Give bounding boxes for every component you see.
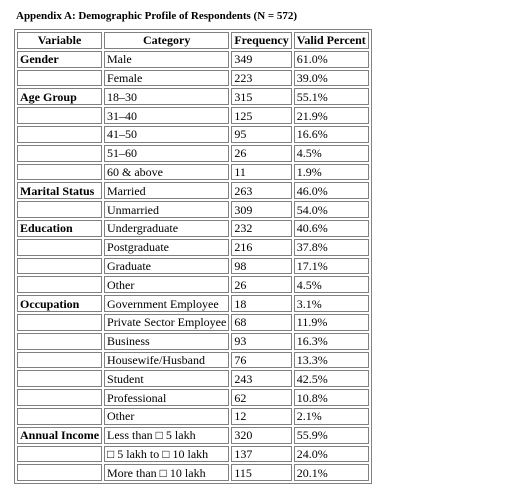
valid-percent-cell: 16.3%	[294, 333, 369, 350]
valid-percent-cell: 54.0%	[294, 201, 369, 218]
table-row	[17, 70, 369, 87]
category-cell: Postgraduate	[104, 239, 229, 256]
table-row	[17, 145, 369, 162]
valid-percent-cell: 10.8%	[294, 389, 369, 406]
category-cell: Less than □ 5 lakh	[104, 427, 229, 444]
frequency-cell: 62	[231, 389, 291, 406]
valid-percent-cell: 21.9%	[294, 107, 369, 124]
frequency-cell: 125	[231, 107, 291, 124]
valid-percent-cell: 3.1%	[294, 295, 369, 312]
demographic-profile-table	[14, 29, 372, 484]
frequency-cell: 98	[231, 258, 291, 275]
frequency-cell: 223	[231, 70, 291, 87]
table-row	[17, 258, 369, 275]
header-category: Category	[104, 32, 229, 49]
table-row	[17, 107, 369, 124]
variable-cell: Marital Status	[17, 182, 102, 199]
valid-percent-cell: 2.1%	[294, 408, 369, 425]
table-row	[17, 389, 369, 406]
category-cell: 60 & above	[104, 164, 229, 181]
variable-cell: Annual Income	[17, 427, 102, 444]
table-row	[17, 295, 369, 312]
table-row	[17, 276, 369, 293]
variable-cell	[17, 276, 102, 293]
valid-percent-cell: 46.0%	[294, 182, 369, 199]
table-row	[17, 164, 369, 181]
frequency-cell: 95	[231, 126, 291, 143]
variable-cell	[17, 446, 102, 463]
table-row	[17, 126, 369, 143]
category-cell: □ 5 lakh to □ 10 lakh	[104, 446, 229, 463]
category-cell: Student	[104, 370, 229, 387]
variable-cell	[17, 164, 102, 181]
frequency-cell: 18	[231, 295, 291, 312]
category-cell: Business	[104, 333, 229, 350]
valid-percent-cell: 16.6%	[294, 126, 369, 143]
valid-percent-cell: 1.9%	[294, 164, 369, 181]
variable-cell: Gender	[17, 51, 102, 68]
table-row	[17, 427, 369, 444]
table-caption: Appendix A: Demographic Profile of Respondents (N = 572)	[16, 10, 298, 22]
table-header-row	[17, 32, 369, 49]
category-cell: 41–50	[104, 126, 229, 143]
category-cell: More than □ 10 lakh	[104, 464, 229, 481]
category-cell: Other	[104, 276, 229, 293]
category-cell: 31–40	[104, 107, 229, 124]
variable-cell	[17, 201, 102, 218]
frequency-cell: 315	[231, 88, 291, 105]
frequency-cell: 309	[231, 201, 291, 218]
frequency-cell: 26	[231, 276, 291, 293]
variable-cell	[17, 258, 102, 275]
frequency-cell: 263	[231, 182, 291, 199]
category-cell: Male	[104, 51, 229, 68]
variable-cell	[17, 352, 102, 369]
variable-cell	[17, 107, 102, 124]
variable-cell	[17, 126, 102, 143]
table-row	[17, 370, 369, 387]
valid-percent-cell: 37.8%	[294, 239, 369, 256]
category-cell: Professional	[104, 389, 229, 406]
category-cell: 51–60	[104, 145, 229, 162]
header-valid-percent: Valid Percent	[294, 32, 369, 49]
frequency-cell: 232	[231, 220, 291, 237]
category-cell: Private Sector Employee	[104, 314, 229, 331]
category-cell: Other	[104, 408, 229, 425]
frequency-cell: 68	[231, 314, 291, 331]
variable-cell: Education	[17, 220, 102, 237]
frequency-cell: 26	[231, 145, 291, 162]
valid-percent-cell: 55.9%	[294, 427, 369, 444]
category-cell: Unmarried	[104, 201, 229, 218]
variable-cell	[17, 314, 102, 331]
valid-percent-cell: 55.1%	[294, 88, 369, 105]
variable-cell	[17, 370, 102, 387]
category-cell: 18–30	[104, 88, 229, 105]
variable-cell	[17, 464, 102, 481]
table-body	[17, 51, 369, 481]
variable-cell	[17, 145, 102, 162]
valid-percent-cell: 24.0%	[294, 446, 369, 463]
frequency-cell: 216	[231, 239, 291, 256]
table-row	[17, 239, 369, 256]
category-cell: Government Employee	[104, 295, 229, 312]
frequency-cell: 12	[231, 408, 291, 425]
variable-cell	[17, 408, 102, 425]
table-row	[17, 51, 369, 68]
category-cell: Undergraduate	[104, 220, 229, 237]
table-row	[17, 464, 369, 481]
header-variable: Variable	[17, 32, 102, 49]
frequency-cell: 243	[231, 370, 291, 387]
category-cell: Graduate	[104, 258, 229, 275]
variable-cell	[17, 389, 102, 406]
variable-cell	[17, 333, 102, 350]
valid-percent-cell: 61.0%	[294, 51, 369, 68]
valid-percent-cell: 17.1%	[294, 258, 369, 275]
category-cell: Housewife/Husband	[104, 352, 229, 369]
valid-percent-cell: 4.5%	[294, 276, 369, 293]
valid-percent-cell: 42.5%	[294, 370, 369, 387]
category-cell: Married	[104, 182, 229, 199]
frequency-cell: 76	[231, 352, 291, 369]
variable-cell	[17, 239, 102, 256]
frequency-cell: 320	[231, 427, 291, 444]
category-cell: Female	[104, 70, 229, 87]
valid-percent-cell: 40.6%	[294, 220, 369, 237]
frequency-cell: 115	[231, 464, 291, 481]
valid-percent-cell: 11.9%	[294, 314, 369, 331]
table-row	[17, 314, 369, 331]
valid-percent-cell: 20.1%	[294, 464, 369, 481]
frequency-cell: 93	[231, 333, 291, 350]
valid-percent-cell: 4.5%	[294, 145, 369, 162]
table-row	[17, 201, 369, 218]
table-row	[17, 408, 369, 425]
table-row	[17, 182, 369, 199]
table-row	[17, 352, 369, 369]
table-row	[17, 88, 369, 105]
header-frequency: Frequency	[231, 32, 291, 49]
frequency-cell: 349	[231, 51, 291, 68]
table-row	[17, 446, 369, 463]
frequency-cell: 11	[231, 164, 291, 181]
valid-percent-cell: 13.3%	[294, 352, 369, 369]
variable-cell: Age Group	[17, 88, 102, 105]
table-row	[17, 220, 369, 237]
valid-percent-cell: 39.0%	[294, 70, 369, 87]
variable-cell	[17, 70, 102, 87]
variable-cell: Occupation	[17, 295, 102, 312]
frequency-cell: 137	[231, 446, 291, 463]
table-row	[17, 333, 369, 350]
